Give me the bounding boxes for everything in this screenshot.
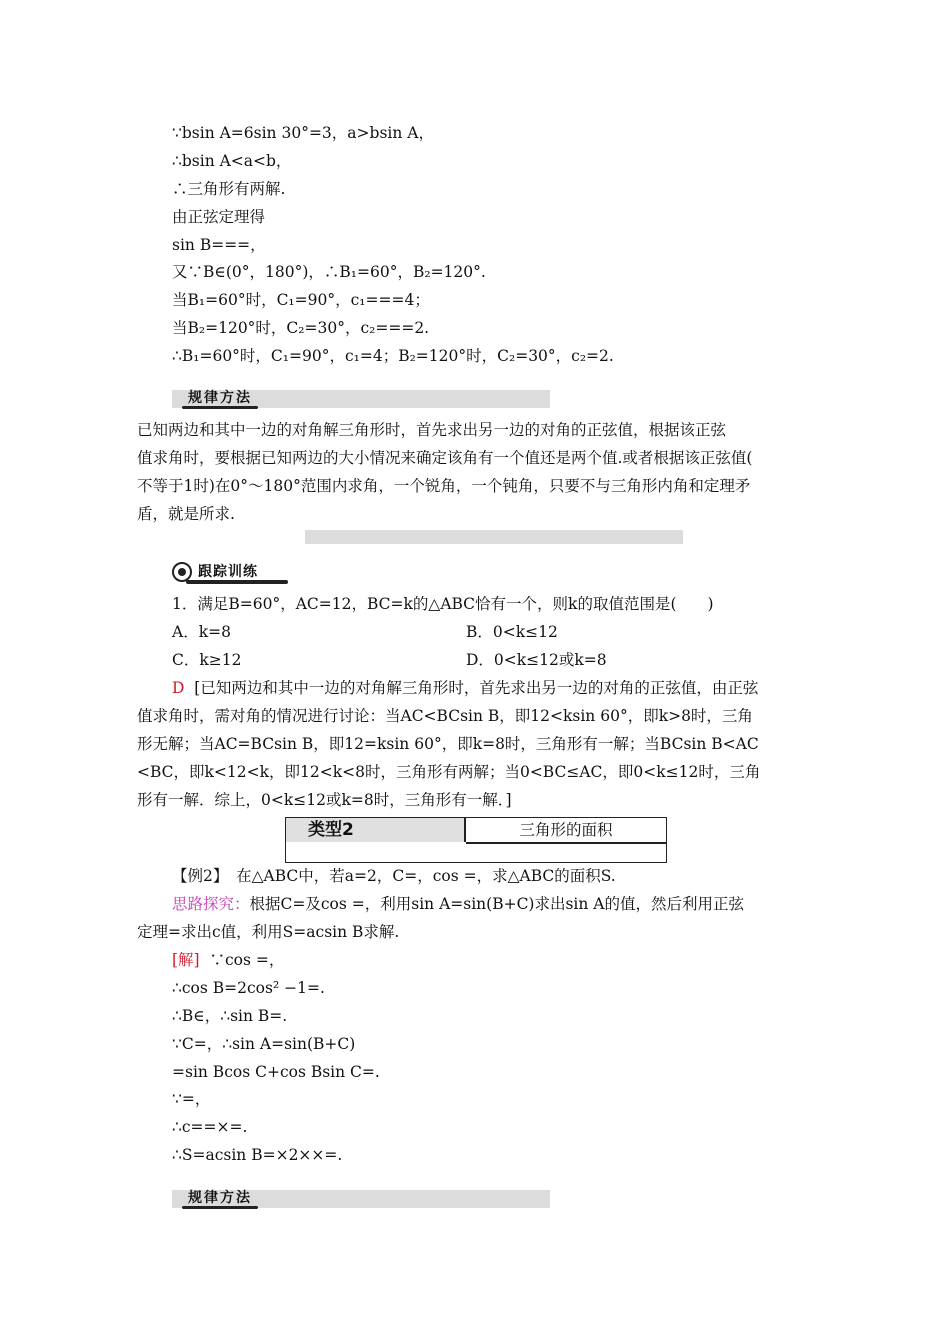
idea-line-2: 定理=求出c值，利用S=acsin B求解.	[137, 923, 400, 941]
solution-label: [解]	[172, 951, 200, 969]
option-d: D．0<k≤12或k=8	[466, 651, 607, 669]
solution-line: ∴bsin A<a<b，	[172, 152, 292, 170]
answer-text: [已知两边和其中一边的对角解三角形时，首先求出另一边的对角的正弦值，由正弦	[194, 679, 759, 697]
solution-step: ∴S=acsin B=×2××=.	[172, 1146, 343, 1164]
type-underline	[466, 842, 666, 844]
answer-letter: D	[172, 679, 185, 697]
type-label: 类型2	[308, 820, 354, 840]
method-text: 不等于1时)在0°～180°范围内求角，一个锐角，一个钝角，只要不与三角形内角和定理矛	[137, 477, 751, 495]
type-heading-box	[285, 817, 667, 863]
question-stem: 1．满足B=60°，AC=12，BC=k的△ABC恰有一个，则k的取值范围是( )	[172, 595, 714, 613]
solution-step: ∴c==×=.	[172, 1118, 248, 1136]
training-label: 跟踪训练	[198, 564, 258, 580]
solution-line: sin B===，	[172, 236, 266, 254]
training-header	[172, 562, 288, 584]
target-icon	[172, 562, 192, 582]
answer-line: 值求角时，需对角的情况进行讨论：当AC<BCsin B，即12<ksin 60°，即k>8时，三角	[137, 707, 753, 725]
solution-line: 又∵B∈(0°，180°)，∴B₁=60°，B₂=120°.	[172, 263, 486, 281]
solution-line: ∵bsin A=6sin 30°=3，a>bsin A，	[172, 124, 434, 142]
example-head: 【例2】 在△ABC中，若a=2，C=，cos =，求△ABC的面积S.	[172, 867, 616, 885]
solution-text: ∵cos =，	[209, 951, 285, 969]
answer-line: <BC，即k<12<k，即12<k<8时，三角形有两解；当0<BC≤AC，即0<k≤12时，三角	[137, 763, 761, 781]
solution-line: 当B₁=60°时，C₁=90°，c₁===4；	[172, 291, 430, 309]
type-label-cell	[286, 818, 466, 842]
solution-line: 当B₂=120°时，C₂=30°，c₂===2.	[172, 319, 430, 337]
solution-step: ∵=，	[172, 1090, 211, 1108]
method-banner	[172, 390, 550, 408]
solution-line: 由正弦定理得	[172, 208, 266, 226]
solution-line: ∴B₁=60°时，C₁=90°，c₁=4；B₂=120°时，C₂=30°，c₂=2.	[172, 347, 614, 365]
method-text: 值求角时，要根据已知两边的大小情况来确定该角有一个值还是两个值.或者根据该正弦值(	[137, 449, 753, 467]
method-text: 盾，就是所求.	[137, 505, 235, 523]
method-banner	[172, 1190, 550, 1208]
option-a: A．k=8	[172, 623, 231, 641]
option-c: C．k≥12	[172, 651, 242, 669]
solution-step: ∵C=，∴sin A=sin(B+C)	[172, 1035, 356, 1053]
method-banner-label: 规律方法	[188, 1190, 252, 1206]
answer-line	[172, 678, 758, 698]
method-text: 已知两边和其中一边的对角解三角形时，首先求出另一边的对角的正弦值，根据该正弦	[137, 421, 727, 439]
idea-line	[172, 894, 744, 914]
solution-step: =sin Bcos C+cos Bsin C=.	[172, 1063, 380, 1081]
idea-label: 思路探究：	[172, 895, 250, 913]
answer-line: 形有一解．综上，0<k≤12或k=8时，三角形有一解．]	[137, 791, 512, 809]
idea-text: 根据C=及cos =，利用sin A=sin(B+C)求出sin A的值，然后利用正弦	[249, 895, 744, 913]
answer-line: 形无解；当AC=BCsin B，即12=ksin 60°，即k=8时，三角形有一解；当BCsin B<AC	[137, 735, 759, 753]
section-divider	[305, 530, 683, 544]
solution-step: ∴cos B=2cos² −1=.	[172, 979, 325, 997]
solution-line: ∴三角形有两解.	[172, 180, 286, 198]
option-b: B．0<k≤12	[466, 623, 558, 641]
method-banner-label: 规律方法	[188, 390, 252, 406]
solution-step: ∴B∈，∴sin B=.	[172, 1007, 288, 1025]
type-title: 三角形的面积	[519, 821, 613, 839]
solution-start	[172, 950, 284, 970]
